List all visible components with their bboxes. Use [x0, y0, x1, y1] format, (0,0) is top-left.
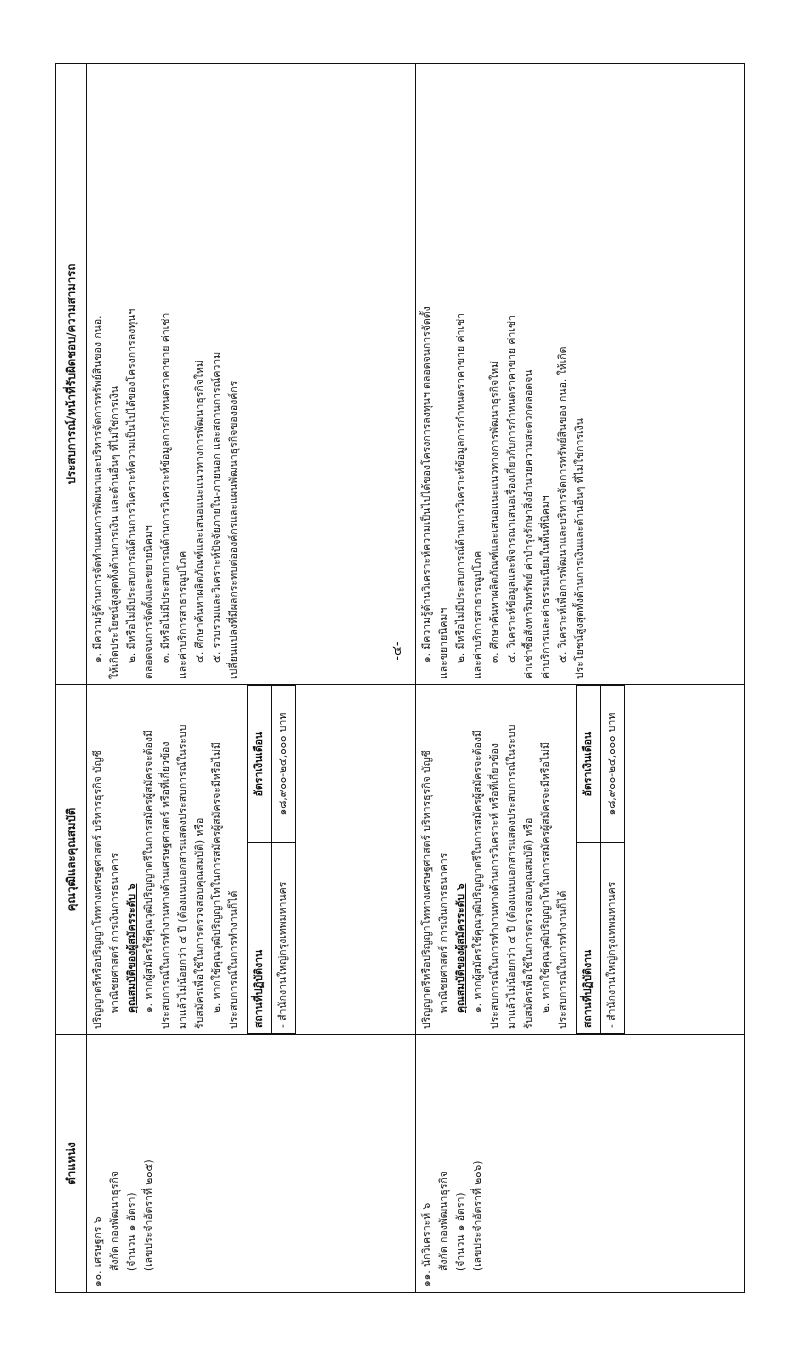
qualifications-cell: [87, 685, 416, 1035]
spec-item: ๑. หากผู้สมัครใช้คุณวุฒิปริญญาตรีในการสมัครผู้สมัครจะต้องมี: [143, 730, 155, 1013]
header-position: ตำแหน่ง: [56, 1035, 87, 1293]
qualification-line: ปริญญาตรีหรือปริญญาโททางเศรษฐศาสตร์ บริหารธุรกิจ บัญชี: [421, 750, 433, 1029]
salary-value: ๑๘,๙๐๐-๒๔,๐๐๐ บาท: [601, 686, 625, 843]
position-department: สังกัด กองพัฒนาธุรกิจ: [109, 1171, 121, 1271]
spec-item: ประสบการณ์ในการทำงานก็ได้: [557, 890, 569, 1029]
spec-item: มาแล้วไม่น้อยกว่า ๔ ปี (ต้องแนบเอกสารแสดงประสบการณ์ในระบบ: [506, 724, 518, 1029]
spec-item: รับสมัครเพื่อใช้ในการตรวจสอบคุณสมบัติ) หรือ: [194, 817, 206, 1029]
workplace-salary-table: [576, 685, 625, 1034]
spec-item: ประสบการณ์ในการทำงานทางด้านเศรษฐศาสตร์ หรือที่เกี่ยวข้อง: [160, 741, 172, 1029]
position-table: [55, 63, 745, 1293]
experience-line: เปลี่ยนแปลงที่มีผลกระทบต่อองค์กรและแผนพัฒนาธุรกิจขององค์กร: [228, 380, 240, 679]
experience-line: ๕. วิเคราะห์เพื่อการพัฒนาและบริหารจัดการทรัพย์สินของ กนอ. ให้เกิด: [557, 346, 569, 663]
experience-line: ตลอดจนการจัดตั้งและขยายนิคมฯ: [143, 525, 155, 679]
position-count: (จำนวน ๑ อัตรา): [455, 1192, 467, 1271]
experience-line: ๓. ศึกษาค้นหาผลิตภัณฑ์และเสนอแนะแนวทางการพัฒนาธุรกิจใหม่: [489, 360, 501, 663]
spec-item: ประสบการณ์ในการทำงานก็ได้: [228, 890, 240, 1029]
header-qualifications: คุณวุฒิและคุณสมบัติ: [56, 685, 87, 1035]
position-title: ๑๑. นักวิเคราะห์ ๖: [421, 1202, 433, 1287]
position-count: (จำนวน ๑ อัตรา): [126, 1192, 138, 1271]
qualification-line: พาณิชยศาสตร์ การเงินการธนาคาร: [109, 852, 121, 1013]
experience-line: ให้เกิดประโยชน์สูงสุดทั้งด้านการเงิน และด้านอื่นๆ ที่ไม่ใช่การเงิน: [109, 385, 121, 679]
experience-line: ๕. รวบรวมและวิเคราะห์ปัจจัยภายใน-ภายนอก และสถานการณ์ความ: [211, 351, 223, 663]
spec-title: คุณสมบัติของผู้สมัครระดับ ๖: [126, 883, 138, 1013]
position-cell: [87, 1035, 416, 1293]
workplace-label: สถานที่ปฏิบัติงาน: [577, 843, 601, 1034]
spec-item: ๒. หากใช้คุณวุฒิปริญญาโทในการสมัครผู้สมัครจะมีหรือไม่มี: [540, 742, 552, 1013]
spec-item: ๑. หากผู้สมัครใช้คุณวุฒิปริญญาตรีในการสมัครผู้สมัครจะต้องมี: [472, 730, 484, 1013]
position-table-sheet: [55, 63, 745, 1293]
table-row: [416, 64, 745, 1293]
experience-line: ๔. ศึกษาค้นหาผลิตภัณฑ์และเสนอแนะแนวทางการพัฒนาธุรกิจใหม่: [194, 360, 206, 663]
workplace-value: - สำนักงานใหญ่กรุงเทพมหานคร: [601, 843, 625, 1034]
spec-item: รับสมัครเพื่อใช้ในการตรวจสอบคุณสมบัติ) หรือ: [523, 817, 535, 1029]
spec-item: ๒. หากใช้คุณวุฒิปริญญาโทในการสมัครผู้สมัครจะมีหรือไม่มี: [211, 742, 223, 1013]
experience-line: และค่าบริการสาธารณูปโภค: [177, 550, 189, 679]
experience-line: ๑. มีความรู้ด้านการจัดทำแผนการพัฒนาและบริหารจัดการทรัพย์สินของ กนอ.: [92, 315, 104, 663]
salary-label: อัตราเงินเดือน: [577, 686, 601, 843]
workplace-value: - สำนักงานใหญ่กรุงเทพมหานคร: [272, 843, 296, 1034]
workplace-salary-table: [247, 685, 296, 1034]
position-cell: [416, 1035, 745, 1293]
qualifications-cell: [416, 685, 745, 1035]
table-header-row: [56, 64, 87, 1293]
salary-label: อัตราเงินเดือน: [248, 686, 272, 843]
position-department: สังกัด กองพัฒนาธุรกิจ: [438, 1171, 450, 1271]
workplace-label: สถานที่ปฏิบัติงาน: [248, 843, 272, 1034]
experience-line: ๓. มีหรือไม่มีประสบการณ์ด้านการวิเคราะห์ข้อมูลการกำหนดราคาขาย ค่าเช่า: [160, 312, 172, 663]
qualification-line: ปริญญาตรีหรือปริญญาโททางเศรษฐศาสตร์ บริหารธุรกิจ บัญชี: [92, 750, 104, 1029]
position-title: ๑๐. เศรษฐกร ๖: [92, 1216, 104, 1287]
experience-line: ๔. วิเคราะห์ข้อมูลและพิจารณาเสนอเรื่องเกี่ยวกับการกำหนดราคาขาย ค่าเช่า: [506, 315, 518, 663]
experience-line: ประโยชน์สูงสุดทั้งด้านการเงินและด้านอื่นๆ ที่ไม่ใช่การเงิน: [574, 418, 586, 679]
salary-value: ๑๘,๙๐๐-๒๔,๐๐๐ บาท: [272, 686, 296, 843]
experience-cell: [87, 64, 416, 685]
experience-line: และขยายนิคมฯ: [438, 607, 450, 679]
position-number: (เลขประจำอัตราที่ ๒๐๕): [143, 1159, 155, 1271]
spec-title: คุณสมบัติของผู้สมัครระดับ ๖: [455, 883, 467, 1013]
qualification-line: พาณิชยศาสตร์ การเงินการธนาคาร: [438, 852, 450, 1013]
table-row: [87, 64, 416, 1293]
position-number: (เลขประจำอัตราที่ ๒๐๖): [472, 1160, 484, 1271]
spec-item: มาแล้วไม่น้อยกว่า ๔ ปี (ต้องแนบเอกสารแสดงประสบการณ์ในระบบ: [177, 724, 189, 1029]
spec-item: ประสบการณ์ในการทำงานทางด้านการวิเคราะห์ หรือที่เกี่ยวข้อง: [489, 743, 501, 1029]
page-number: -๔-: [390, 641, 405, 661]
experience-line: ๑. มีความรู้ด้านวิเคราะห์ความเป็นไปได้ของโครงการลงทุนฯ ตลอดจนการจัดตั้ง: [421, 306, 433, 663]
experience-line: ค่าบริการและค่าธรรมเนียมในพื้นที่นิคมฯ: [540, 495, 552, 679]
experience-cell: [416, 64, 745, 685]
header-experience: ประสบการณ์/หน้าที่รับผิดชอบ/ความสามารถ: [56, 64, 87, 685]
experience-line: ๒. มีหรือไม่มีประสบการณ์ด้านการวิเคราะห์ความเป็นไปได้ของโครงการลงทุนฯ: [126, 308, 138, 663]
experience-line: ค่าเช่าซื้อสังหาริมทรัพย์ ค่าบำรุงรักษาสิ่งอำนวยความสะดวกตลอดจน: [523, 369, 535, 679]
experience-line: และค่าบริการสาธารณูปโภค: [472, 550, 484, 679]
experience-line: ๒. มีหรือไม่มีประสบการณ์ด้านการวิเคราะห์ข้อมูลการกำหนดราคาขาย ค่าเช่า: [455, 312, 467, 663]
